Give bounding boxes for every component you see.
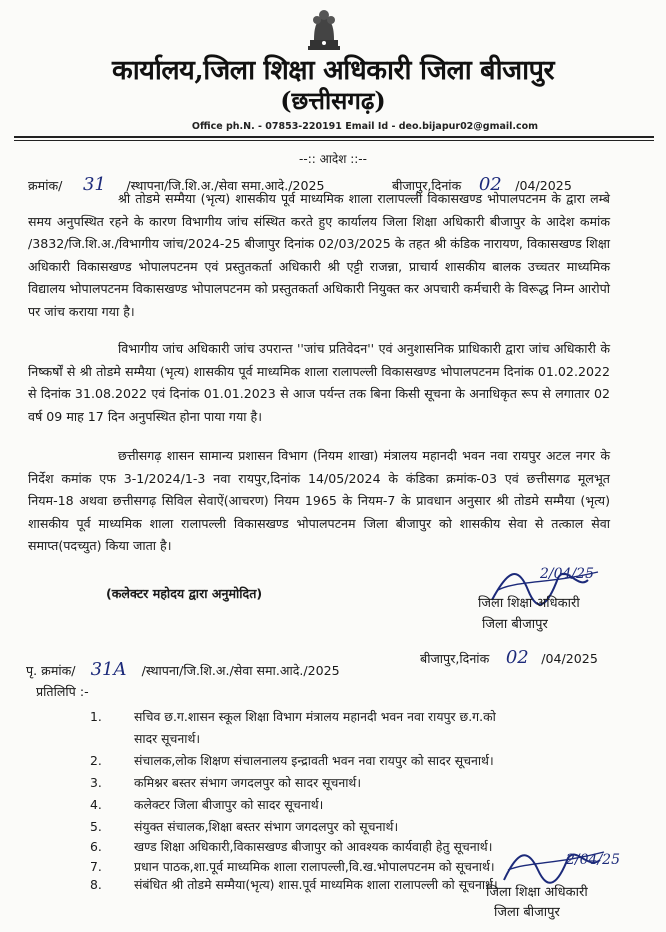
order-date-suffix: /04/2025	[515, 178, 572, 193]
signatory-title-2: जिला शिक्षा अधिकारी	[486, 885, 588, 900]
signatory-place-1: जिला बीजापुर	[482, 617, 548, 632]
copy-item-number: 5.	[90, 819, 102, 834]
copy-item	[90, 752, 630, 769]
header-divider-thin	[14, 140, 654, 141]
order-paragraph-3: छत्तीसगढ़ शासन सामान्य प्रशासन विभाग (नियम शाखा) मंत्रालय महानदी भवन नवा रायपुर अटल नगर के निर्देश कमांक एफ 3-1/2024/1-3 नवा रायपुर,दिनांक 14/05/2024 के कंडिका क्रमांक-03 एवं छत्तीसगढ मूलभूत नियम-18 अथवा छत्तीसगढ़ सिविल सेवाऐं(आचरण) नियम 1965 के नियम-7 के प्रावधान अनुसार श्री तोडमे सम्मैया (भृत्य) शासकीय पूर्व माध्यमिक शाला रालापल्ली विकासखण्ड भोपालपटनम जिला बीजापुर को शासकीय सेवा से तत्काल सेवा समाप्त(पदच्युत) किया जाता है।	[28, 448, 610, 553]
endorsement-date-line	[420, 649, 598, 667]
header-divider	[14, 136, 654, 138]
copy-item	[90, 796, 630, 813]
copy-item-continuation: सादर सूचनार्थ।	[134, 731, 201, 746]
endorsement-date-suffix: /04/2025	[541, 651, 598, 666]
signatory-title-1: जिला शिक्षा अधिकारी	[478, 596, 580, 611]
order-paragraph-1: श्री तोडमे सम्मैया (भृत्य) शासकीय पूर्व माध्यमिक शाला रालापल्ली विकासखण्ड भोपालपटनम के द्वारा लम्बे समय अनुपस्थित रहने के कारण विभागीय जांच संस्थित करते हुए कार्यालय जिला शिक्षा अधिकारी बीजापुर के आदेश कमांक /3832/जि.शि.अ./विभागीय जांच/2024-25 बीजापुर दिनांक 02/03/2025 के तहत श्री कंडिक नारायण, विकासखण्ड शिक्षा अधिकारी विकासखण्ड भोपालपटनम एवं प्रस्तुतकर्ता अधिकारी श्री एट्टी राजन्ना, प्राचार्य शासकीय बालक उच्चतर माध्यमिक विद्यालय भोपालपटनम विकासखण्ड भोपालपटनम को प्रस्तुतकर्ता अधिकारी नियुक्त कर अपचारी कर्मचारी के विरूद्ध निम्न आरोपो पर जांच कराया गया है।	[28, 191, 610, 319]
copy-item-text: संयुक्त संचालक,शिक्षा बस्तर संभाग जगदलपुर को सूचनार्थ।	[134, 819, 399, 834]
copy-item-number: 8.	[90, 877, 102, 892]
order-number-suffix: /स्थापना/जि.शि.अ./सेवा समा.आदे./2025	[126, 178, 325, 193]
collector-approval: (कलेक्टर महोदय द्वारा अनुमोदित)	[106, 586, 263, 601]
endorsement-number-line	[26, 661, 340, 679]
copy-item-number: 3.	[90, 775, 102, 790]
national-emblem-icon	[302, 6, 346, 52]
copy-item-number: 6.	[90, 839, 102, 854]
copy-item-number: 2.	[90, 753, 102, 768]
copy-item-text: संबंधित श्री तोडमे सम्मैया(भृत्य) शास.पूर्व माध्यमिक शाला रालापल्ली को सूचनार्थ।	[134, 877, 498, 892]
copy-item-text: खण्ड शिक्षा अधिकारी,विकासखण्ड बीजापुर को आवश्यक कार्यवाही हेतु सूचनार्थ।	[134, 839, 493, 854]
order-paragraph-2: विभागीय जांच अधिकारी जांच उपरान्त ''जांच प्रतिवेदन'' एवं अनुशासनिक प्राधिकारी द्वारा जांच अधिकारी के निष्कर्षों से श्री तोडमे सम्मैया (भृत्य) शासकीय पूर्व माध्यमिक शाला रालापल्ली विकासखण्ड भोपालपटनम दिनांक 01.02.2022 से दिनांक 31.08.2022 एवं दिनांक 01.01.2023 से आज पर्यन्त तक बिना किसी सूचना के अनाधिकृत रूप से लगातार 02 वर्ष 09 माह 17 दिन अनुपस्थित होना पाया गया है।	[28, 341, 610, 424]
endorsement-number-suffix: /स्थापना/जि.शि.अ./सेवा समा.आदे./2025	[141, 663, 340, 678]
copy-item-text: प्रधान पाठक,शा.पूर्व माध्यमिक शाला रालापल्ली,वि.ख.भोपालपटनम को सूचनार्थ।	[134, 859, 495, 874]
office-contact: Office ph.N. - 07853-220191 Email Id - deo.bijapur02@gmail.com	[191, 121, 539, 132]
office-title: कार्यालय,जिला शिक्षा अधिकारी जिला बीजापुर	[111, 55, 554, 86]
copy-item-text: सचिव छ.ग.शासन स्कूल शिक्षा विभाग मंत्रालय महानदी भवन नवा रायपुर छ.ग.को	[134, 709, 496, 724]
endorsement-date-handwritten: 02	[505, 647, 529, 668]
signatory-place-2: जिला बीजापुर	[494, 905, 560, 920]
order-place-date-label: बीजापुर,दिनांक	[392, 178, 462, 193]
copy-heading: प्रतिलिपि :-	[36, 684, 89, 699]
copy-item	[90, 818, 630, 835]
copy-item-text: कमिश्नर बस्तर संभाग जगदलपुर को सादर सूचनार्थ।	[134, 775, 362, 790]
order-heading: --:: आदेश ::--	[299, 152, 367, 166]
order-number-handwritten: 31	[82, 174, 106, 195]
endorsement-number-handwritten: 31A	[90, 659, 127, 680]
signature-date-handwritten-1: 2/04/25	[540, 566, 594, 582]
endorsement-place-date-label: बीजापुर,दिनांक	[420, 651, 490, 666]
signature-date-handwritten-2: 2/04/25	[566, 852, 620, 868]
copy-item-number: 4.	[90, 797, 102, 812]
order-date-handwritten: 02	[478, 174, 502, 195]
order-number-label: क्रमांक/	[28, 178, 63, 193]
copy-item-number: 7.	[90, 859, 102, 874]
copy-item	[90, 774, 630, 791]
copy-item	[90, 708, 630, 725]
state-name: (छत्तीसगढ़)	[280, 86, 386, 115]
copy-item-number: 1.	[90, 709, 102, 724]
endorsement-number-label: पृ. क्रमांक/	[26, 663, 76, 678]
copy-item-text: कलेक्टर जिला बीजापुर को सादर सूचनार्थ।	[134, 797, 324, 812]
copy-item-text: संचालक,लोक शिक्षण संचालनालय इन्द्रावती भवन नवा रायपुर को सादर सूचनार्थ।	[134, 753, 494, 768]
